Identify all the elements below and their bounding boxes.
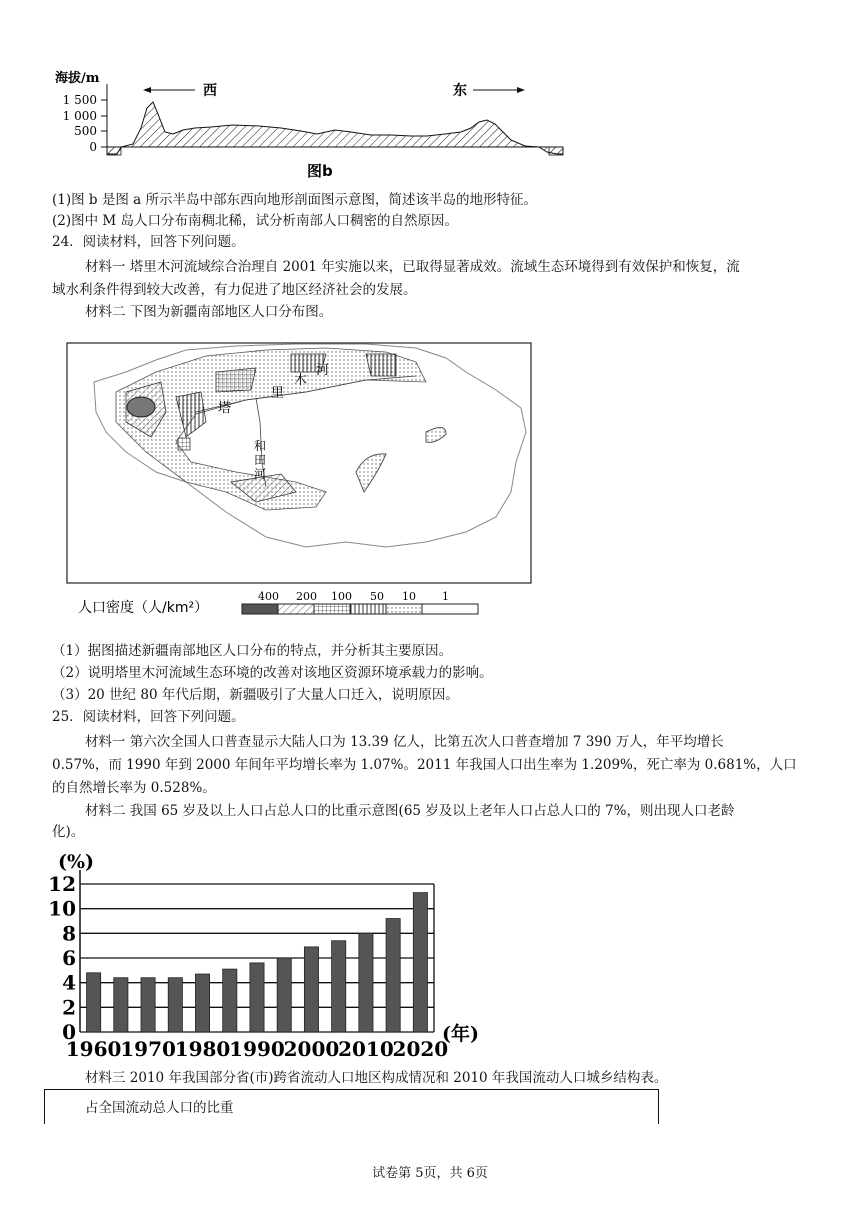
chart-xtick-label: 1960 xyxy=(65,1037,122,1060)
q25-material-1-cont: 0.57%，而 1990 年到 2000 年间年平均增长率为 1.07%。2011 年我国人口出生率为 1.209%，死亡率为 0.681%，人口 xyxy=(52,757,797,773)
q25-material-1: 材料一 第六次全国人口普查显示大陆人口为 13.39 亿人，比第五次人口普查增加 7 390 万人，年平均增长 xyxy=(85,734,724,750)
chart-ytick-label: 8 xyxy=(62,921,76,946)
legend-value: 200 xyxy=(296,590,317,603)
chart-ytick-label: 12 xyxy=(48,872,76,896)
chart-ytick-label: 0 xyxy=(62,1020,76,1044)
legend-value: 10 xyxy=(402,590,416,603)
map-label-mu: 木 xyxy=(294,373,308,388)
legend-value: 400 xyxy=(258,590,279,603)
chart-xtick-label: 1980 xyxy=(174,1037,231,1060)
q24-material-1-cont: 域水利条件得到较大改善，有力促进了地区经济社会的发展。 xyxy=(52,282,417,298)
legend-value: 100 xyxy=(331,590,352,603)
q25-material-2: 材料二 我国 65 岁及以上人口占总人口的比重示意图(65 岁及以上老年人口占总人口的 7%，则出现人口老龄 xyxy=(85,803,735,819)
chart-bar xyxy=(304,947,318,1032)
profile-caption: 图b xyxy=(307,162,333,180)
east-label: 东 xyxy=(453,83,467,99)
chart-bar xyxy=(168,978,182,1032)
q25-material-2-cont: 化)。 xyxy=(52,824,85,840)
profile-ytick: 1 000 xyxy=(62,109,97,123)
aging-bar-chart xyxy=(40,846,500,1060)
chart-ytick-label: 2 xyxy=(62,995,76,1020)
chart-ytick-label: 6 xyxy=(62,946,76,970)
chart-xtick-label: 2000 xyxy=(283,1037,340,1060)
profile-ylabel: 海拔/m xyxy=(55,71,100,86)
chart-bar xyxy=(141,978,155,1032)
chart-bar xyxy=(195,974,209,1032)
chart-ylabel: (%) xyxy=(58,851,95,873)
q23-question-2: (2)图中 M 岛人口分布南稠北稀，试分析南部人口稠密的自然原因。 xyxy=(52,213,459,229)
legend-value: 1 xyxy=(442,590,449,603)
map-label-hetian-2: 田 xyxy=(254,453,267,467)
profile-ytick: 500 xyxy=(74,124,97,138)
chart-xtick-label: 1970 xyxy=(120,1037,176,1060)
q23-question-1: (1)图 b 是图 a 所示半岛中部东西向地形剖面图示意图，简述该半岛的地形特征。 xyxy=(52,192,537,208)
q24-question-1: （1）据图描述新疆南部地区人口分布的特点，并分析其主要原因。 xyxy=(52,643,453,659)
page-footer: 试卷第 5页，共 6页 xyxy=(372,1166,488,1181)
q25-material-3: 材料三 2010 年我国部分省(市)跨省流动人口地区构成情况和 2010 年我国流动人口城乡结构表。 xyxy=(85,1070,668,1086)
chart-bar xyxy=(87,973,101,1032)
q24-question-2: （2）说明塔里木河流域生态环境的改善对该地区资源环境承载力的影响。 xyxy=(52,665,493,681)
chart-bar xyxy=(413,893,427,1032)
terrain-profile-figure xyxy=(55,62,575,182)
q25-material-1-cont2: 的自然增长率为 0.528%。 xyxy=(52,780,216,796)
map-label-ta: 塔 xyxy=(218,401,232,416)
q24-question-3: （3）20 世纪 80 年代后期，新疆吸引了大量人口迁入，说明原因。 xyxy=(52,687,459,703)
map-label-hetian-1: 和 xyxy=(254,439,267,453)
legend-value: 50 xyxy=(370,590,384,603)
profile-ytick: 1 500 xyxy=(62,93,97,107)
map-label-li: 里 xyxy=(271,386,285,401)
chart-bar xyxy=(223,969,237,1032)
map-label-hetian-3: 河 xyxy=(254,467,267,481)
chart-xlabel: (年) xyxy=(442,1023,479,1045)
chart-bar xyxy=(250,963,264,1032)
profile-ytick: 0 xyxy=(89,140,97,154)
population-map xyxy=(66,342,532,622)
q24-material-2: 材料二 下图为新疆南部地区人口分布图。 xyxy=(85,304,333,320)
chart-bar xyxy=(114,978,128,1032)
terrain-profile xyxy=(107,102,563,154)
map-label-he: 河 xyxy=(316,363,330,378)
chart-xtick-label: 2020 xyxy=(392,1037,449,1060)
chart-xtick-label: 2010 xyxy=(338,1037,394,1060)
chart-bar xyxy=(332,941,346,1032)
legend-label: 人口密度（人/km²） xyxy=(78,600,209,616)
flow-population-table xyxy=(44,1089,659,1124)
q24-title: 24．阅读材料，回答下列问题。 xyxy=(52,234,245,250)
west-label: 西 xyxy=(203,83,217,99)
chart-bar xyxy=(277,958,291,1032)
chart-bar xyxy=(386,919,400,1032)
chart-ytick-label: 4 xyxy=(62,970,76,995)
chart-ytick-label: 10 xyxy=(48,896,76,921)
q25-title: 25．阅读材料，回答下列问题。 xyxy=(52,709,245,725)
chart-bar xyxy=(359,933,373,1032)
q24-material-1: 材料一 塔里木河流域综合治理自 2001 年实施以来，已取得显著成效。流域生态环境得到有效保护和恢复，流 xyxy=(85,259,740,275)
chart-xtick-label: 1990 xyxy=(229,1037,285,1060)
table-header-cell: 占全国流动总人口的比重 xyxy=(85,1100,234,1116)
